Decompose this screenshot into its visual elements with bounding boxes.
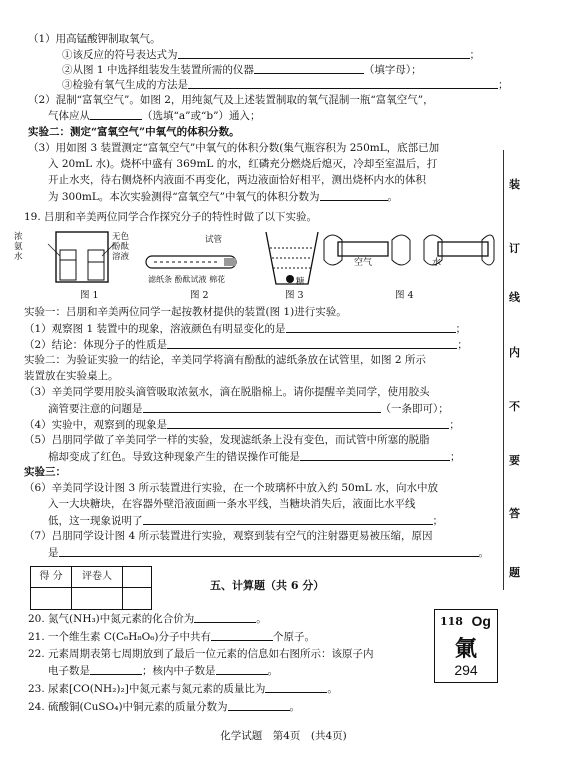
q2-text: （2）混制“富氧空气”。如图 2，用纯氮气及上述装置制取的氧气混制一瓶“富氧空气”， [28,94,434,106]
sidebar-char-6: 要 [509,454,520,467]
fig4-left-label: 空气 [354,258,373,268]
sidebar-char-4: 内 [509,346,520,359]
q3-line-2: 入 20mL 水)。烧杯中盛有 369mL 的水，红磷充分燃烧后熄灭，冷却至室温后，打 [48,158,438,170]
q19-6-text: （6）辛美同学设计图 3 所示装置进行实验，在一个玻璃杯中放入约 50mL 水，向水中放 [24,482,438,494]
binding-strip [503,150,530,590]
sidebar-char-8: 题 [509,566,520,579]
score-label: 得 分 [31,567,72,587]
page-footer: 化学试题 第4页 (共4页) [220,730,347,742]
experiment-1-intro: 实验一：吕朋和辛美两位同学一起按教材提供的装置(图 1)进行实验。 [24,306,347,318]
q3-line-3: 开止水夹，待右侧烧杯内液面不再变化，两边液面恰好相平，测出烧杯内水的体积 [48,174,426,186]
sidebar-char-2: 订 [509,242,520,255]
q20-text: 20. 氮气(NH₃)中氮元素的化合价为 。 [28,613,267,625]
experiment-2-heading: 实验二：测定“富氧空气”中氧气的体积分数。 [28,126,240,138]
experiment-2-intro: 实验二：为验证实验一的结论，辛美同学将滴有酚酞的滤纸条放在试管里，如图 2 所示 [24,354,426,366]
caption-fig-4: 图 4 [395,290,414,301]
q22-text: 22. 元素周期表第七周期放到了最后一位元素的信息如右图所示：该原子内 [28,648,374,660]
q19-3-text: （3）辛美同学要用胶头滴管吸取浓氨水，滴在脱脂棉上。请你提醒辛美同学，使用胶头 [24,386,430,398]
q19-6-text-2: 入一大块糖块，在容器外壁沿液面画一条水平线，当糖块消失后，液面比水平线 [48,498,416,510]
q24-text: 24. 硫酸铜(CuSO₄)中铜元素的质量分数为 。 [28,701,301,713]
sidebar-char-5: 不 [509,400,520,413]
q21-text: 21. 一个维生素 C(C₆H₈O₆)分子中共有 个原子。 [28,631,316,643]
element-mass: 294 [454,662,478,678]
fig1-right-label: 无色酚酞溶液 [112,232,130,262]
q23-text: 23. 尿素[CO(NH₂)₂]中氮元素与氮元素的质量比为 。 [28,683,338,695]
q3-line-4: 为 300mL。本次实验测得“富氧空气”中氧气的体积分数为 。 [48,191,399,203]
element-tile [434,609,498,683]
experiment-3-heading: 实验三： [24,466,66,478]
fig4-right-label: 水 [432,258,442,268]
element-number: 118 [440,615,463,628]
q19-3-text-2: 滴管要注意的问题是 （一条即可）； [48,403,449,415]
q19-2-text: （2）结论：体现分子的性质是 ； [24,339,468,351]
sidebar-char-3: 线 [509,291,520,304]
q19-heading: 19. 吕朋和辛美两位同学合作探究分子的特性时做了以下实验。 [24,211,318,223]
fig1-left-label: 浓氨水 [14,232,23,262]
q19-5-text-2: 棉却变成了红色。导致这种现象产生的错误操作可能是 ； [48,451,461,463]
fig3-bottom-label: 糖 [296,277,305,287]
q2-text-2: 气体应从 （选填“a”或“b”）通入； [48,110,261,122]
q1-2-text: ②从图 1 中选择组装发生装置所需的仪器 （填字母）； [62,64,422,76]
experiment-2-intro-2: 装置放在实验桌上。 [24,370,119,382]
sidebar-char-1: 装 [509,178,520,191]
section-5-heading: 五、计算题（共 6 分） [210,579,325,592]
grader-label: 评卷人 [72,567,123,587]
caption-fig-1: 图 1 [80,290,99,301]
element-name: 氭 [454,636,477,662]
q19-6-text-3: 低，这一现象说明了 ； [48,515,443,527]
q1-1-text: ①该反应的符号表达式为 ； [62,49,480,61]
sidebar-char-7: 答 [509,507,520,520]
q1-heading: （1）用高锰酸钾制取氧气。 [28,33,161,45]
score-table [30,566,152,610]
q19-4-text: （4）实验中，观察到的现象是 ； [24,419,460,431]
q1-3-text: ③检验有氧气生成的方法是 ； [62,79,509,91]
caption-fig-2: 图 2 [190,290,209,301]
q19-7-text: （7）吕朋同学设计图 4 所示装置进行实验，观察到装有空气的注射器更易被压缩，原因 [24,530,433,542]
caption-fig-3: 图 3 [285,290,304,301]
q3-line-1: （3）用如图 3 装置测定“富氧空气”中氧气的体积分数(集气瓶容积为 250mL，底部已加 [28,142,440,154]
fig2-top-label: 试管 [205,235,223,245]
q22-text-2: 电子数是 ；核内中子数是 。 [48,665,278,677]
fig2-bottom-label: 滤纸条 酚酞试液 棉花 [148,275,226,284]
element-symbol: Og [471,613,491,629]
q19-7-text-2: 是 。 [48,547,489,559]
q19-5-text: （5）吕朋同学做了辛美同学一样的实验，发现滤纸条上没有变色，而试管中所塞的脱脂 [24,434,430,446]
q19-1-text: （1）观察图 1 装置中的现象，溶液颜色有明显变化的是 ； [24,323,467,335]
